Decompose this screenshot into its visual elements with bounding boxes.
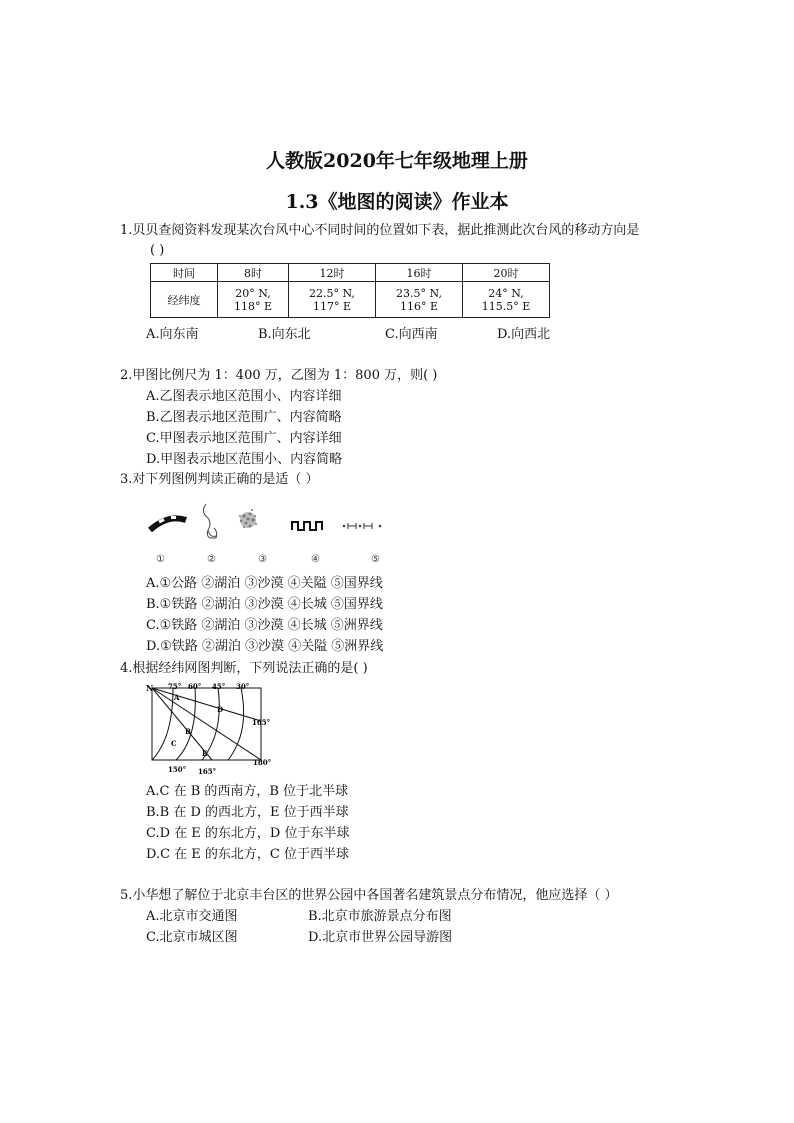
lon-value: 116° E <box>399 299 439 313</box>
table-cell <box>463 282 550 318</box>
lon-value: 118° E <box>233 299 273 313</box>
question-2-option-a[interactable]: A.乙图表示地区范围小、内容详细 <box>146 389 342 404</box>
table-cell <box>376 282 463 318</box>
document-subtitle: 1.3《地图的阅读》作业本 <box>285 191 509 213</box>
lake-symbol-icon <box>203 504 216 538</box>
document-title: 人教版2020年七年级地理上册 <box>266 150 528 172</box>
map-legend-symbols <box>140 498 400 570</box>
longitude-label: 150° <box>168 765 187 774</box>
question-4-option-b[interactable]: B.B 在 D 的西北方，E 位于西半球 <box>146 805 349 820</box>
lon-value: 115.5° E <box>481 299 531 313</box>
longitude-label: 165° <box>198 767 217 776</box>
table-row-label: 经纬度 <box>151 282 218 318</box>
table-header-cell: 16时 <box>376 264 463 282</box>
pole-label: N <box>146 683 154 693</box>
question-3-option-b[interactable]: B.①铁路 ②湖泊 ③沙漠 ④长城 ⑤国界线 <box>146 597 383 612</box>
lat-value: 24° N, <box>488 286 524 300</box>
question-3-option-d[interactable]: D.①铁路 ②湖泊 ③沙漠 ④关隘 ⑤洲界线 <box>146 639 384 654</box>
desert-symbol-icon <box>239 509 257 528</box>
table-header-row <box>151 264 550 282</box>
question-1-blank: ( ) <box>150 243 165 258</box>
question-2-stem: 2.甲图比例尺为 1：400 万，乙图为 1：800 万，则( ) <box>120 368 438 383</box>
question-2-option-c[interactable]: C.甲图表示地区范围广、内容详细 <box>146 431 342 446</box>
question-1-option-a[interactable]: A.向东南 <box>146 327 199 342</box>
longitude-label: 165° <box>252 718 271 727</box>
boundary-line-symbol-icon <box>343 523 381 529</box>
latitude-label: 45° <box>212 682 226 691</box>
question-5-stem: 5.小华想了解位于北京丰台区的世界公园中各国著名建筑景点分布情况，他应选择（ ） <box>120 888 618 903</box>
point-label-c: C <box>171 739 177 748</box>
question-4-stem: 4.根据经纬网图判断，下列说法正确的是( ) <box>120 661 368 676</box>
legend-number: ⑤ <box>371 554 380 565</box>
lon-value: 117° E <box>312 299 352 313</box>
question-2-option-d[interactable]: D.甲图表示地区范围小、内容简略 <box>146 452 343 467</box>
question-5-option-a[interactable]: A.北京市交通图 <box>146 909 238 924</box>
point-label-b: B <box>185 727 191 736</box>
point-label-d: D <box>217 705 224 714</box>
question-4-option-a[interactable]: A.C 在 B 的西南方，B 位于北半球 <box>146 784 349 799</box>
legend-number: ② <box>207 554 216 565</box>
latitude-label: 30° <box>236 682 250 691</box>
question-2-option-b[interactable]: B.乙图表示地区范围广、内容简略 <box>146 410 342 425</box>
point-label-a: A <box>174 693 180 702</box>
great-wall-symbol-icon <box>292 522 322 530</box>
question-5-option-c[interactable]: C.北京市城区图 <box>146 930 238 945</box>
question-5-option-b[interactable]: B.北京市旅游景点分布图 <box>308 909 452 924</box>
latitude-label: 60° <box>188 682 202 691</box>
question-1-stem: 1.贝贝查阅资料发现某次台风中心不同时间的位置如下表，据此推测此次台风的移动方向是 <box>120 223 640 238</box>
typhoon-position-table <box>150 263 550 318</box>
legend-number: ③ <box>258 554 267 565</box>
question-4-option-d[interactable]: D.C 在 E 的东北方，C 位于西半球 <box>146 847 350 862</box>
longitude-label: 180° <box>253 758 272 767</box>
question-3-stem: 3.对下列图例判读正确的是适（ ） <box>120 472 319 487</box>
lat-value: 22.5° N, <box>309 286 355 300</box>
question-3-option-a[interactable]: A.①公路 ②湖泊 ③沙漠 ④关隘 ⑤国界线 <box>146 576 383 591</box>
table-cell <box>218 282 289 318</box>
table-header-cell: 8时 <box>218 264 289 282</box>
graticule-map <box>140 680 280 776</box>
question-4-option-c[interactable]: C.D 在 E 的东北方，D 位于东半球 <box>146 826 350 841</box>
latitude-label: 75° <box>168 682 182 691</box>
table-row <box>151 282 550 318</box>
table-header-cell: 时间 <box>151 264 218 282</box>
legend-number: ④ <box>311 554 320 565</box>
table-cell <box>289 282 376 318</box>
question-5-option-d[interactable]: D.北京市世界公园导游图 <box>308 930 453 945</box>
lat-value: 20° N, <box>235 286 271 300</box>
point-label-e: E <box>202 749 208 758</box>
question-1-option-b[interactable]: B.向东北 <box>258 327 311 342</box>
question-1-option-c[interactable]: C.向西南 <box>385 327 438 342</box>
question-3-option-c[interactable]: C.①铁路 ②湖泊 ③沙漠 ④长城 ⑤洲界线 <box>146 618 383 633</box>
legend-number: ① <box>156 554 165 565</box>
table-header-cell: 20时 <box>463 264 550 282</box>
railway-symbol-icon <box>150 518 186 531</box>
lat-value: 23.5° N, <box>396 286 442 300</box>
question-1-option-d[interactable]: D.向西北 <box>497 327 551 342</box>
table-header-cell: 12时 <box>289 264 376 282</box>
